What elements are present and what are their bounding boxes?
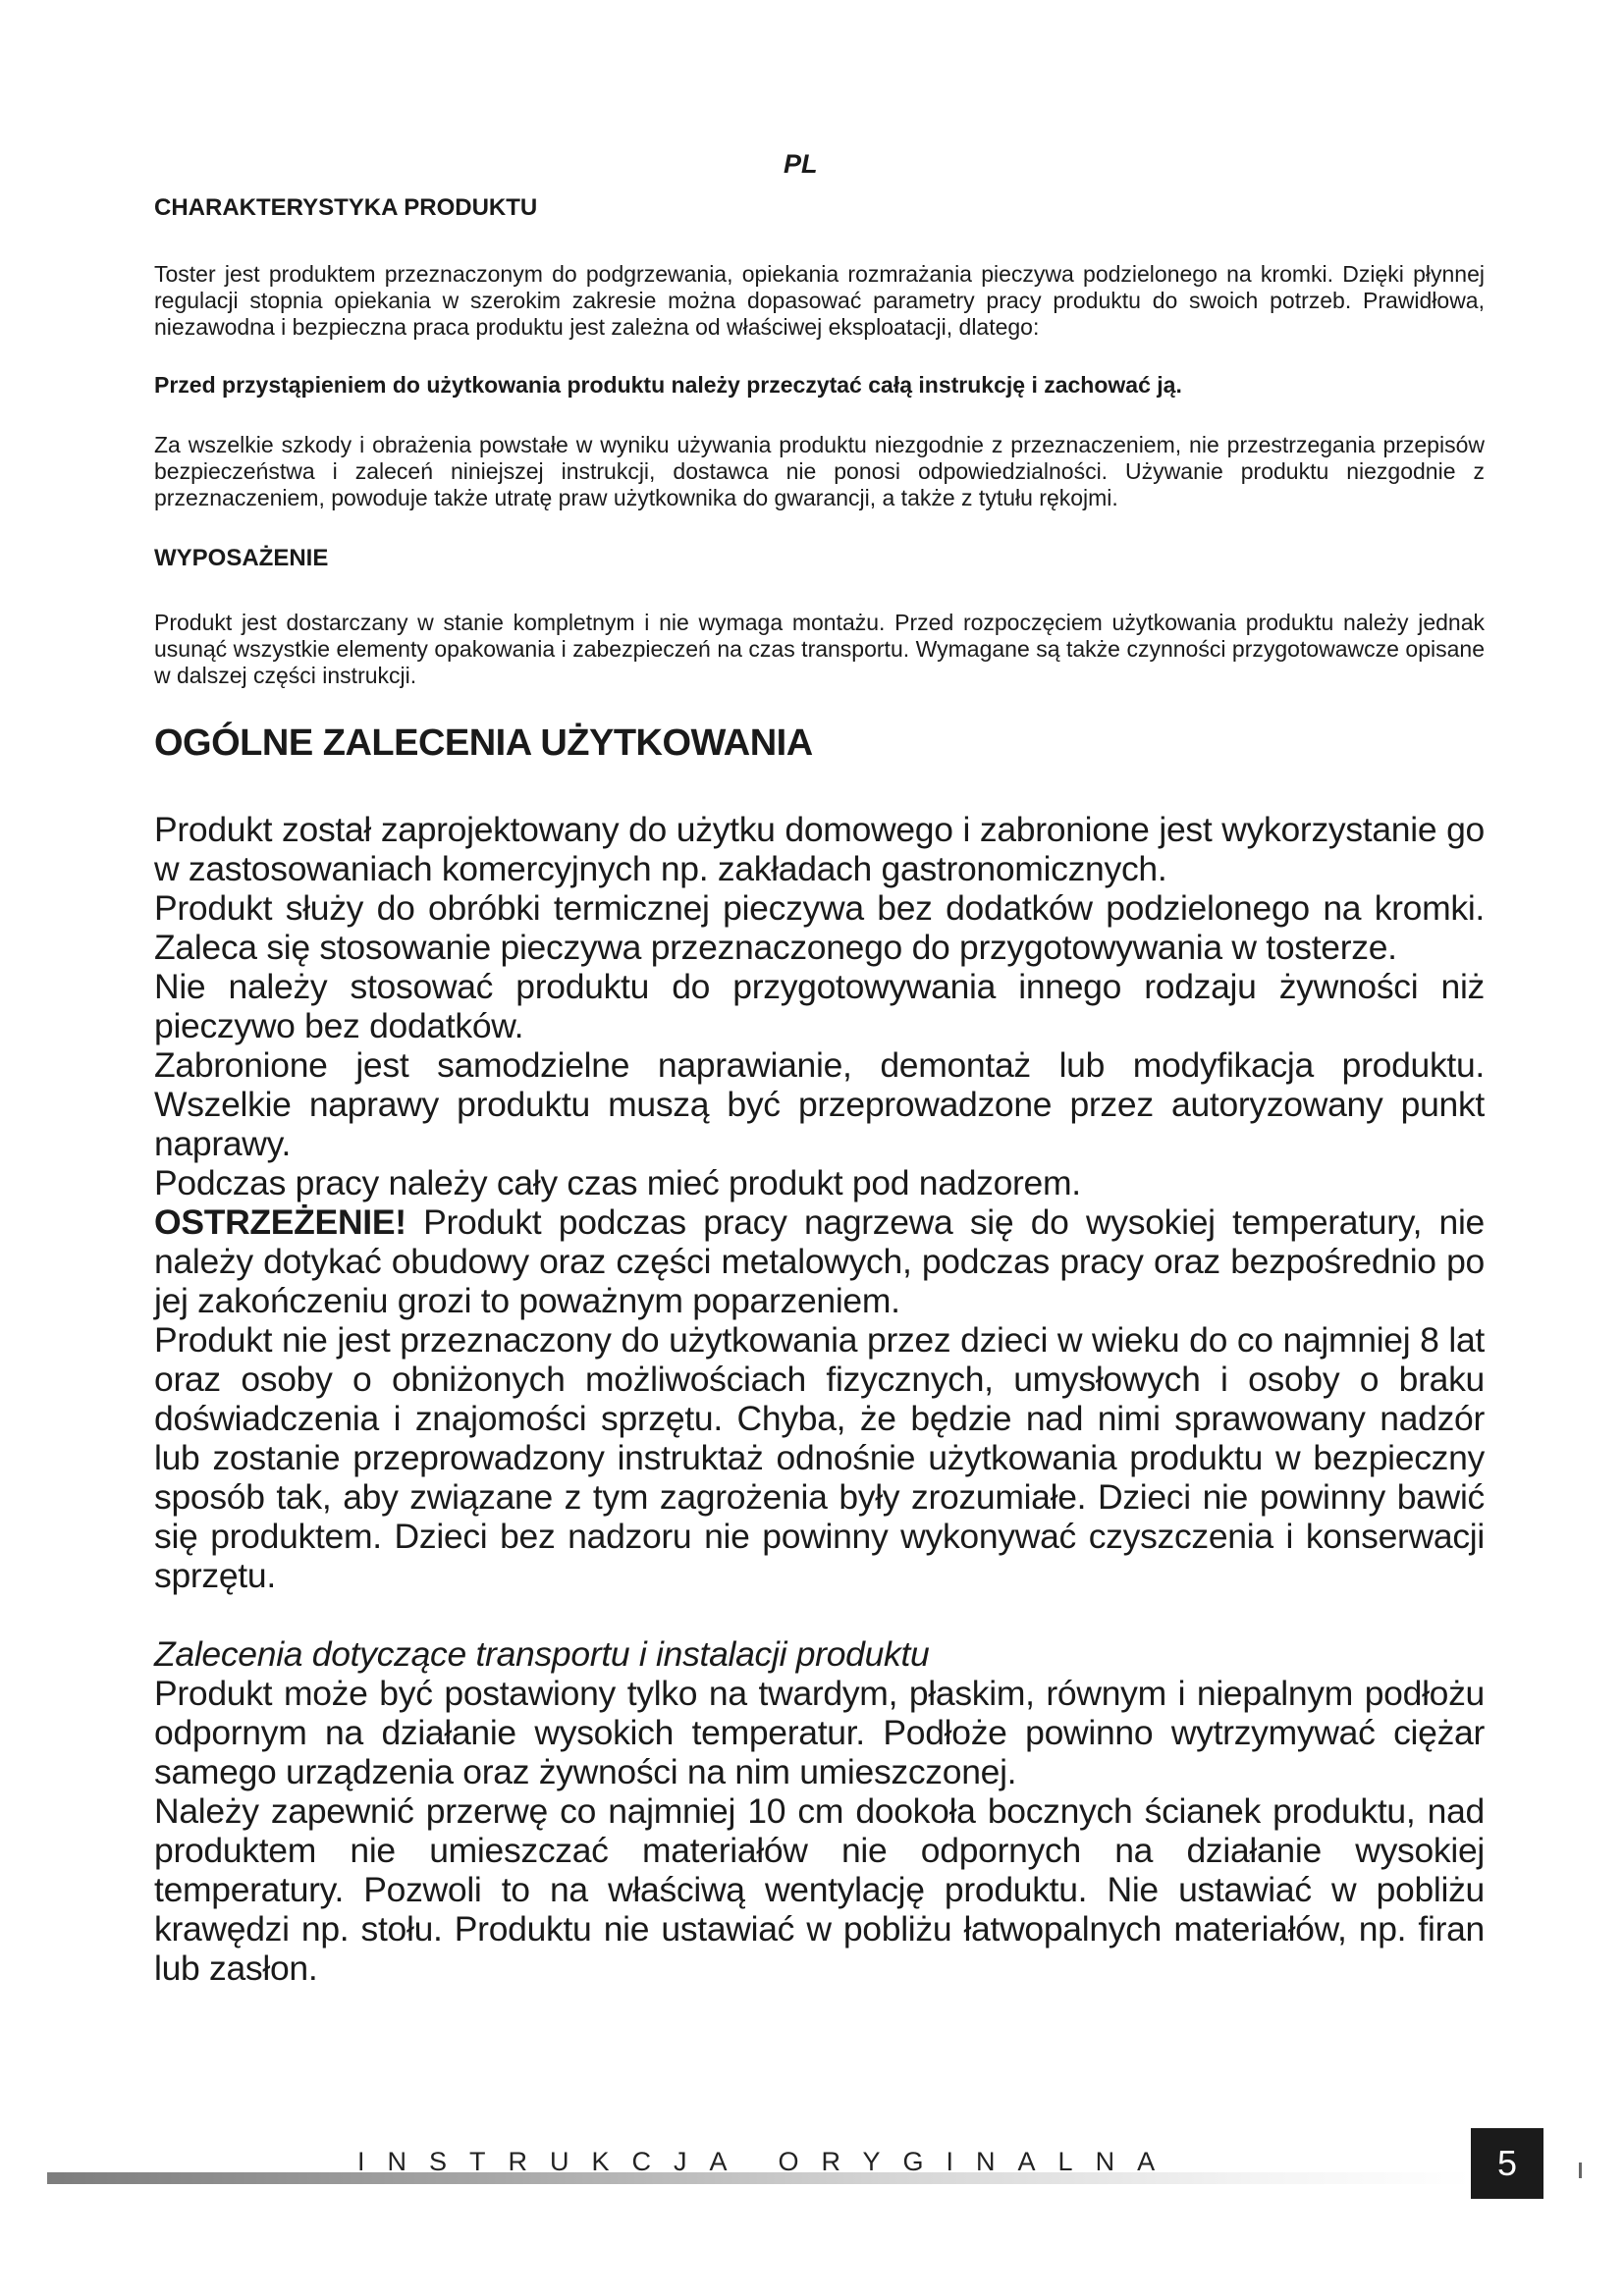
transport-paragraph-1: Produkt może być postawiony tylko na twardym, płaskim, równym i niepalnym podłożu odpornym na działanie wysokich temperatur. Podłoże powinno wytrzymywać ciężar samego urządzenia oraz żywności na nim umieszczonej. bbox=[154, 1674, 1485, 1791]
page-edge-mark bbox=[1579, 2163, 1582, 2178]
charakterystyka-paragraph-2: Za wszelkie szkody i obrażenia powstałe w wyniku używania produktu niezgodnie z przeznaczeniem, nie przestrzegania przepisów bezpieczeństwa i zaleceń niniejszej instrukcji, dostawca nie ponosi odpowiedzialności. Używanie produktu niezgodnie z przeznaczeniem, powoduje także utratę praw użytkownika do gwarancji, a także z tytułu rękojmi. bbox=[154, 432, 1485, 510]
warning-label: OSTRZEŻENIE! bbox=[154, 1202, 406, 1242]
wyposazenie-paragraph: Produkt jest dostarczany w stanie kompletnym i nie wymaga montażu. Przed rozpoczęciem użytkowania produktu należy jednak usunąć wszystkie elementy opakowania i zabezpieczeń na czas transportu. Wymagane są także czynności przygotowawcze opisane w dalszej części instrukcji. bbox=[154, 610, 1485, 688]
section-title-ogolne: OGÓLNE ZALECENIA UŻYTKOWANIA bbox=[154, 722, 813, 764]
ogolne-paragraph-4: Zabronione jest samodzielne naprawianie, demontaż lub modyfikacja produktu. Wszelkie naprawy produktu muszą być przeprowadzone przez autoryzowany punkt naprawy. bbox=[154, 1045, 1485, 1163]
section-title-transport: Zalecenia dotyczące transportu i instalacji produktu bbox=[154, 1634, 930, 1674]
footer-text: INSTRUKCJA ORYGINALNA bbox=[357, 2147, 1178, 2176]
transport-paragraph-2: Należy zapewnić przerwę co najmniej 10 cm dookoła bocznych ścianek produktu, nad produktem nie umieszczać materiałów nie odpornych na działanie wysokiej temperatury. Pozwoli to na właściwą wentylację produktu. Nie ustawiać w pobliżu krawędzi np. stołu. Produktu nie ustawiać w pobliżu łatwopalnych materiałów, np. firan lub zasłon. bbox=[154, 1791, 1485, 1988]
ogolne-paragraph-6: Produkt nie jest przeznaczony do użytkowania przez dzieci w wieku do co najmniej 8 lat oraz osoby o obniżonych możliwościach fizycznych, umysłowych i osoby o braku doświadczenia i znajomości sprzętu. Chyba, że będzie nad nimi sprawowany nadzór lub zostanie przeprowadzony instruktaż odnośnie użytkowania produktu w bezpieczny sposób tak, aby związane z tym zagrożenia były zrozumiałe. Dzieci nie powinny bawić się produktem. Dzieci bez nadzoru nie powinny wykonywać czyszczenia i konserwacji sprzętu. bbox=[154, 1320, 1485, 1595]
charakterystyka-bold-notice: Przed przystąpieniem do użytkowania produktu należy przeczytać całą instrukcję i zachować ją. bbox=[154, 372, 1182, 398]
ogolne-paragraph-2: Produkt służy do obróbki termicznej pieczywa bez dodatków podzielonego na kromki. Zaleca się stosowanie pieczywa przeznaczonego do przygotowywania w tosterze. bbox=[154, 888, 1485, 967]
warning-text: Produkt podczas pracy nagrzewa się do wysokiej temperatury, nie należy dotykać obudowy oraz części metalowych, podczas pracy oraz bezpośrednio po jej zakończeniu grozi to poważnym poparzeniem. bbox=[154, 1202, 1485, 1320]
language-code: PL bbox=[784, 149, 818, 179]
charakterystyka-paragraph-1: Toster jest produktem przeznaczonym do podgrzewania, opiekania rozmrażania pieczywa podzielonego na kromki. Dzięki płynnej regulacji stopnia opiekania w szerokim zakresie można dopasować parametry pracy produktu do swoich potrzeb. Prawidłowa, niezawodna i bezpieczna praca produktu jest zależna od właściwej eksploatacji, dlatego: bbox=[154, 261, 1485, 340]
section-title-wyposazenie: WYPOSAŻENIE bbox=[154, 545, 329, 571]
ogolne-warning bbox=[154, 1202, 1485, 1320]
page-number: 5 bbox=[1471, 2128, 1543, 2199]
ogolne-paragraph-5: Podczas pracy należy cały czas mieć produkt pod nadzorem. bbox=[154, 1163, 1081, 1202]
section-title-charakterystyka: CHARAKTERYSTYKA PRODUKTU bbox=[154, 194, 538, 221]
ogolne-paragraph-3: Nie należy stosować produktu do przygotowywania innego rodzaju żywności niż pieczywo bez dodatków. bbox=[154, 967, 1485, 1045]
ogolne-paragraph-1: Produkt został zaprojektowany do użytku domowego i zabronione jest wykorzystanie go w zastosowaniach komercyjnych np. zakładach gastronomicznych. bbox=[154, 810, 1485, 888]
content-area bbox=[154, 194, 1485, 1988]
